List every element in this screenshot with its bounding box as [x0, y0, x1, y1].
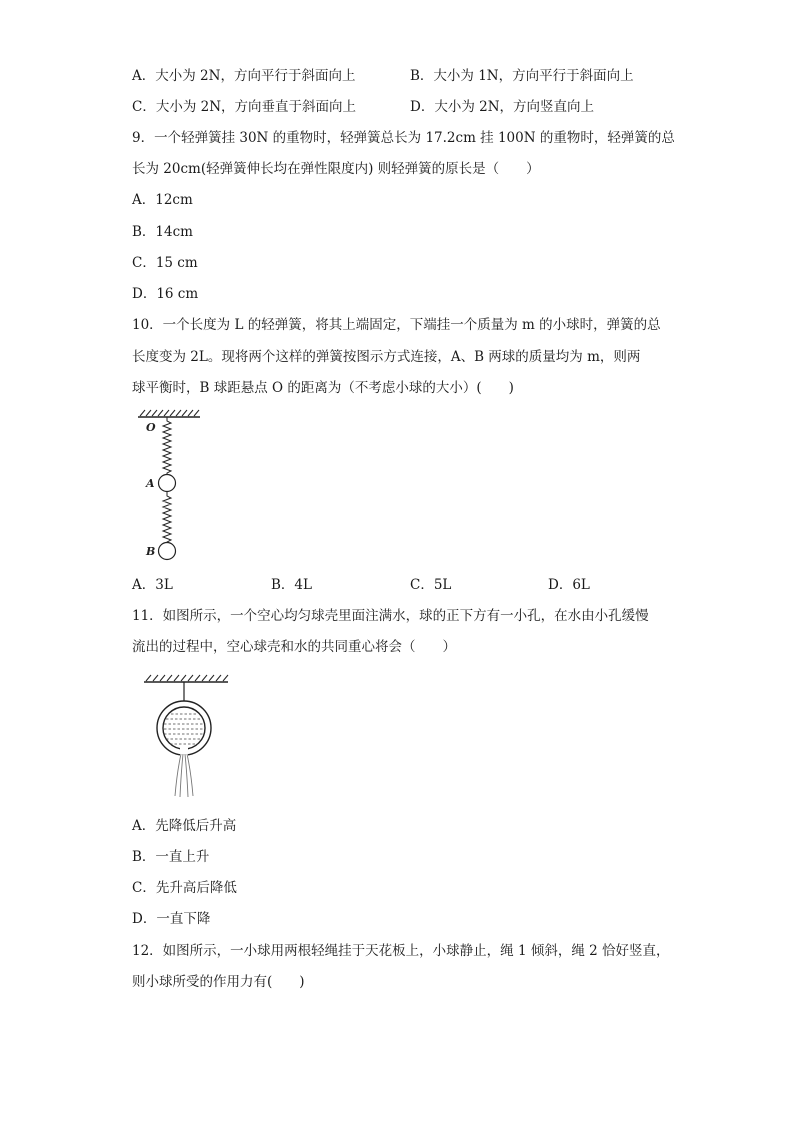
q10-option-c: C．5L — [410, 577, 452, 593]
q9-option-c: C．15 cm — [132, 255, 198, 271]
ball-b — [159, 543, 176, 560]
q8-option-b: B．大小为 1N，方向平行于斜面向上 — [410, 68, 634, 84]
q10-option-b: B．4L — [271, 577, 312, 593]
q10-stem-line1: 10．一个长度为 L 的轻弹簧，将其上端固定，下端挂一个质量为 m 的小球时，弹簧的总 — [132, 317, 661, 333]
upper-spring — [163, 417, 171, 474]
q9-option-a: A．12cm — [132, 192, 193, 208]
q11-stem-line2: 流出的过程中，空心球壳和水的共同重心将会（ ） — [132, 639, 456, 655]
q8-option-d: D．大小为 2N，方向竖直向上 — [410, 99, 595, 115]
label-b: B — [146, 545, 156, 558]
q8-option-a: A．大小为 2N，方向平行于斜面向上 — [132, 68, 356, 84]
q9-option-b: B．14cm — [132, 224, 193, 240]
q10-stem-line2: 长度变为 2L。现将两个这样的弹簧按图示方式连接，A、B 两球的质量均为 m，则两 — [132, 349, 641, 365]
q9-option-d: D．16 cm — [132, 286, 199, 302]
q9-stem-line1: 9．一个轻弹簧挂 30N 的重物时，轻弹簧总长为 17.2cm 挂 100N 的重物时，轻弹簧的总 — [132, 130, 675, 146]
q12-stem-line2: 则小球所受的作用力有( ) — [132, 974, 305, 990]
q10-spring-figure — [135, 408, 215, 564]
label-a: A — [146, 477, 155, 490]
q9-stem-line2: 长为 20cm(轻弹簧伸长均在弹性限度内) 则轻弹簧的原长是（ ） — [132, 161, 540, 177]
ceiling-hatch — [144, 675, 228, 682]
ball-a — [159, 475, 176, 492]
q11-option-a: A．先降低后升高 — [132, 818, 237, 834]
water-stream — [175, 754, 193, 797]
q12-stem-line1: 12．如图所示，一小球用两根轻绳挂于天花板上，小球静止，绳 1 倾斜，绳 2 恰好竖直， — [132, 943, 670, 959]
q10-stem-line3: 球平衡时，B 球距悬点 O 的距离为（不考虑小球的大小）( ) — [132, 380, 514, 396]
lower-spring — [163, 492, 171, 543]
inner-shell — [163, 707, 205, 749]
q11-shell-figure — [140, 672, 232, 802]
q10-option-a: A．3L — [132, 577, 173, 593]
q11-option-c: C．先升高后降低 — [132, 880, 237, 896]
q11-stem-line1: 11．如图所示，一个空心均匀球壳里面注满水，球的正下方有一小孔，在水由小孔缓慢 — [132, 608, 649, 624]
ceiling-hatch — [138, 410, 200, 417]
q11-option-b: B．一直上升 — [132, 849, 210, 865]
q8-option-c: C．大小为 2N，方向垂直于斜面向上 — [132, 99, 357, 115]
q11-option-d: D．一直下降 — [132, 911, 211, 927]
label-o: O — [146, 421, 156, 434]
q10-option-d: D．6L — [548, 577, 590, 593]
bottom-hole — [180, 748, 188, 757]
